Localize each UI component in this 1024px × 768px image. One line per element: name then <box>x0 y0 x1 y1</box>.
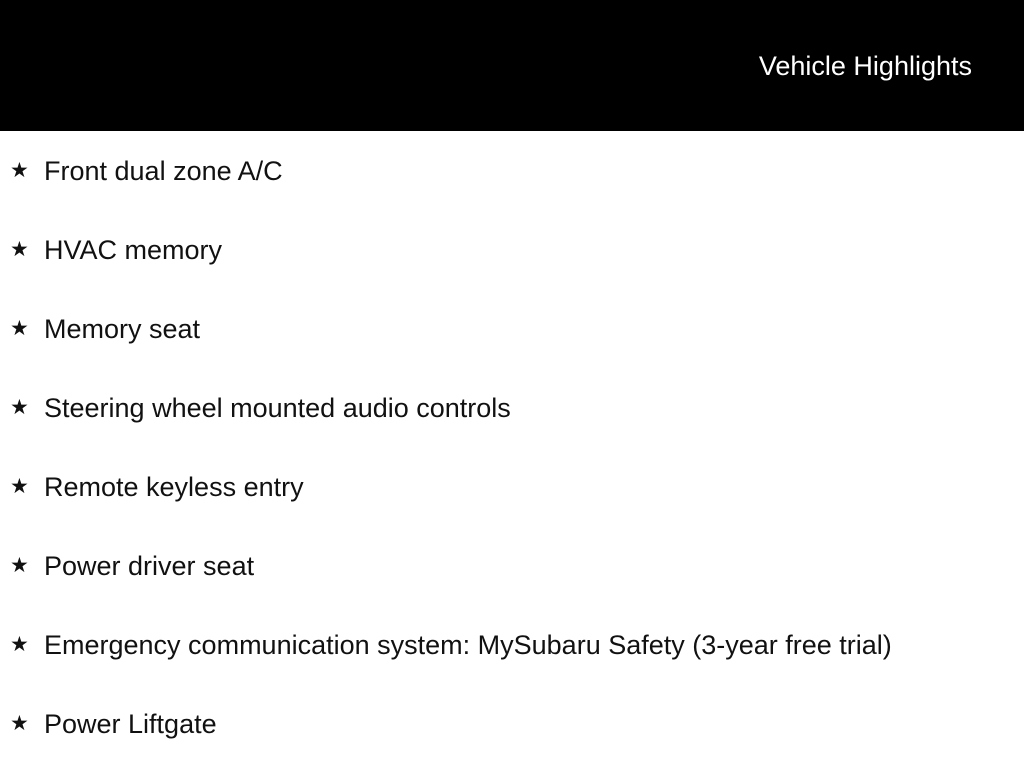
list-item <box>0 605 1024 684</box>
highlights-list <box>0 131 1024 763</box>
star-icon: ★ <box>10 632 29 656</box>
star-icon: ★ <box>10 316 29 340</box>
list-item <box>0 210 1024 289</box>
star-icon: ★ <box>10 711 29 735</box>
star-icon: ★ <box>10 237 29 261</box>
list-item <box>0 447 1024 526</box>
highlight-label: Power driver seat <box>44 551 255 581</box>
highlight-label: Front dual zone A/C <box>44 156 283 186</box>
list-item <box>0 131 1024 210</box>
highlight-label: HVAC memory <box>44 235 223 265</box>
highlight-label: Steering wheel mounted audio controls <box>44 393 511 423</box>
list-item <box>0 289 1024 368</box>
star-icon: ★ <box>10 395 29 419</box>
page-title: Vehicle Highlights <box>758 51 972 81</box>
star-icon: ★ <box>10 158 29 182</box>
list-item <box>0 526 1024 605</box>
highlight-label: Remote keyless entry <box>44 472 304 502</box>
highlight-label: Emergency communication system: MySubaru Safety (3-year free trial) <box>44 630 892 660</box>
list-item <box>0 684 1024 763</box>
header-bar <box>0 0 1024 131</box>
star-icon: ★ <box>10 474 29 498</box>
highlight-label: Power Liftgate <box>44 709 217 739</box>
list-item <box>0 368 1024 447</box>
star-icon: ★ <box>10 553 29 577</box>
highlight-label: Memory seat <box>44 314 201 344</box>
